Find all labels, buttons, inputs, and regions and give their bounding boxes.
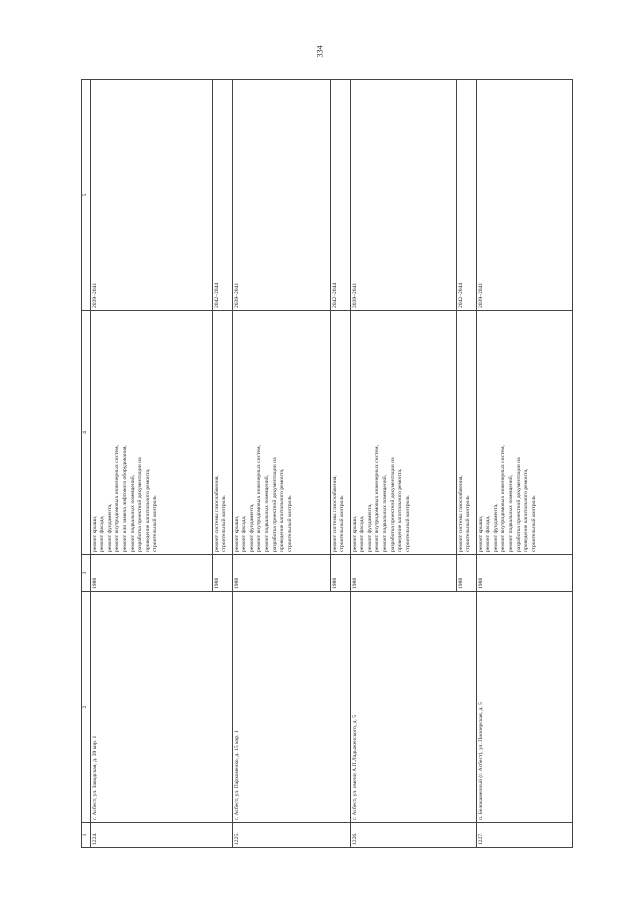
table-body [90, 80, 572, 848]
work-item: разработка проектной документации на [515, 457, 522, 552]
period-cell: 2039–2041 [476, 80, 572, 311]
work-item: ремонт фасада, [359, 515, 366, 552]
work-item: проведение капитального ремонта, [523, 468, 530, 552]
work-item: строительный контроль [530, 495, 537, 552]
works-cell [330, 311, 350, 555]
work-item: разработка проектной документации на [389, 457, 396, 552]
year-cell: 1988 [330, 555, 350, 592]
address-cell: г. Асбест, ул. имени А.П.Ладыженского, д. 5 [350, 592, 476, 823]
header-col-3: 3 [82, 555, 91, 592]
repair-schedule-table [81, 79, 573, 848]
work-item: проведение капитального ремонта, [279, 468, 286, 552]
address-cell: г. Асбест, ул. Заводская, д. 39 кор. 1 [90, 592, 232, 823]
work-item: ремонт крыши, [351, 515, 358, 552]
work-item: ремонт подвальных помещений, [381, 474, 388, 552]
work-item: строительный контроль [221, 495, 228, 552]
row-number: 1225. [232, 823, 350, 848]
year-cell: 1988 [476, 555, 572, 592]
work-item: ремонт крыши, [477, 515, 484, 552]
work-item: строительный контроль [152, 495, 159, 552]
work-item: ремонт крыши, [233, 515, 240, 552]
work-item: ремонт фундамента, [248, 503, 255, 552]
work-item: ремонт фундамента, [106, 503, 113, 552]
work-item: проведение капитального ремонта, [144, 468, 151, 552]
page-number: 334 [315, 45, 325, 58]
work-item: ремонт системы газоснабжения, [331, 475, 338, 552]
work-item: ремонт внутридомовых инженерных систем, [114, 445, 121, 552]
year-cell: 1988 [212, 555, 232, 592]
work-item: ремонт подвальных помещений, [263, 474, 270, 552]
works-cell [456, 311, 476, 555]
row-number: 1227. [476, 823, 572, 848]
period-cell: 2039–2041 [90, 80, 212, 311]
work-item: ремонт внутридомовых инженерных систем, [500, 445, 507, 552]
address-cell: г. Асбест, ул. Пархоменко, д. 15 кор. 1 [232, 592, 350, 823]
row-number: 1226. [350, 823, 476, 848]
table-row [476, 80, 572, 848]
works-cell [476, 311, 572, 555]
work-item: ремонт подвальных помещений, [129, 474, 136, 552]
work-item: ремонт внутридомовых инженерных систем, [374, 445, 381, 552]
header-col-4: 4 [82, 311, 91, 555]
work-item: ремонт системы газоснабжения, [457, 475, 464, 552]
header-row [82, 80, 91, 848]
work-item: разработка проектной документации на [271, 457, 278, 552]
row-number: 1224. [90, 823, 232, 848]
work-item: ремонт крыши, [91, 515, 98, 552]
work-item: строительный контроль [465, 495, 472, 552]
works-cell [90, 311, 212, 555]
year-cell: 1988 [90, 555, 212, 592]
work-item: ремонт подвальных помещений, [507, 474, 514, 552]
period-cell: 2039–2041 [232, 80, 330, 311]
work-item: ремонт системы газоснабжения, [213, 475, 220, 552]
year-cell: 1988 [456, 555, 476, 592]
address-cell: п. Белокаменный (г. Асбест), ул. Пионерская, д. 5 [476, 592, 572, 823]
work-item: строительный контроль [286, 495, 293, 552]
work-item: ремонт или замена лифтового оборудования, [121, 445, 128, 552]
header-col-1: 1 [82, 823, 91, 848]
year-cell: 1988 [232, 555, 330, 592]
period-cell: 2042–2044 [330, 80, 350, 311]
work-item: разработка проектной документации на [137, 457, 144, 552]
header-col-5: 5 [82, 80, 91, 311]
period-cell: 2039–2041 [350, 80, 456, 311]
works-cell [212, 311, 232, 555]
work-item: ремонт внутридомовых инженерных систем, [256, 445, 263, 552]
table-row [350, 80, 456, 848]
rotated-table-container [81, 80, 601, 848]
work-item: ремонт фундамента, [366, 503, 373, 552]
work-item: ремонт фасада, [241, 515, 248, 552]
works-cell [350, 311, 456, 555]
period-cell: 2042–2044 [212, 80, 232, 311]
table-row [232, 80, 330, 848]
work-item: ремонт фасада, [99, 515, 106, 552]
work-item: ремонт фундамента, [492, 503, 499, 552]
period-cell: 2042–2044 [456, 80, 476, 311]
work-item: строительный контроль [404, 495, 411, 552]
work-item: строительный контроль [339, 495, 346, 552]
table-row [90, 80, 212, 848]
work-item: ремонт фасада, [485, 515, 492, 552]
work-item: проведение капитального ремонта, [397, 468, 404, 552]
header-col-2: 2 [82, 592, 91, 823]
year-cell: 1988 [350, 555, 456, 592]
works-cell [232, 311, 330, 555]
